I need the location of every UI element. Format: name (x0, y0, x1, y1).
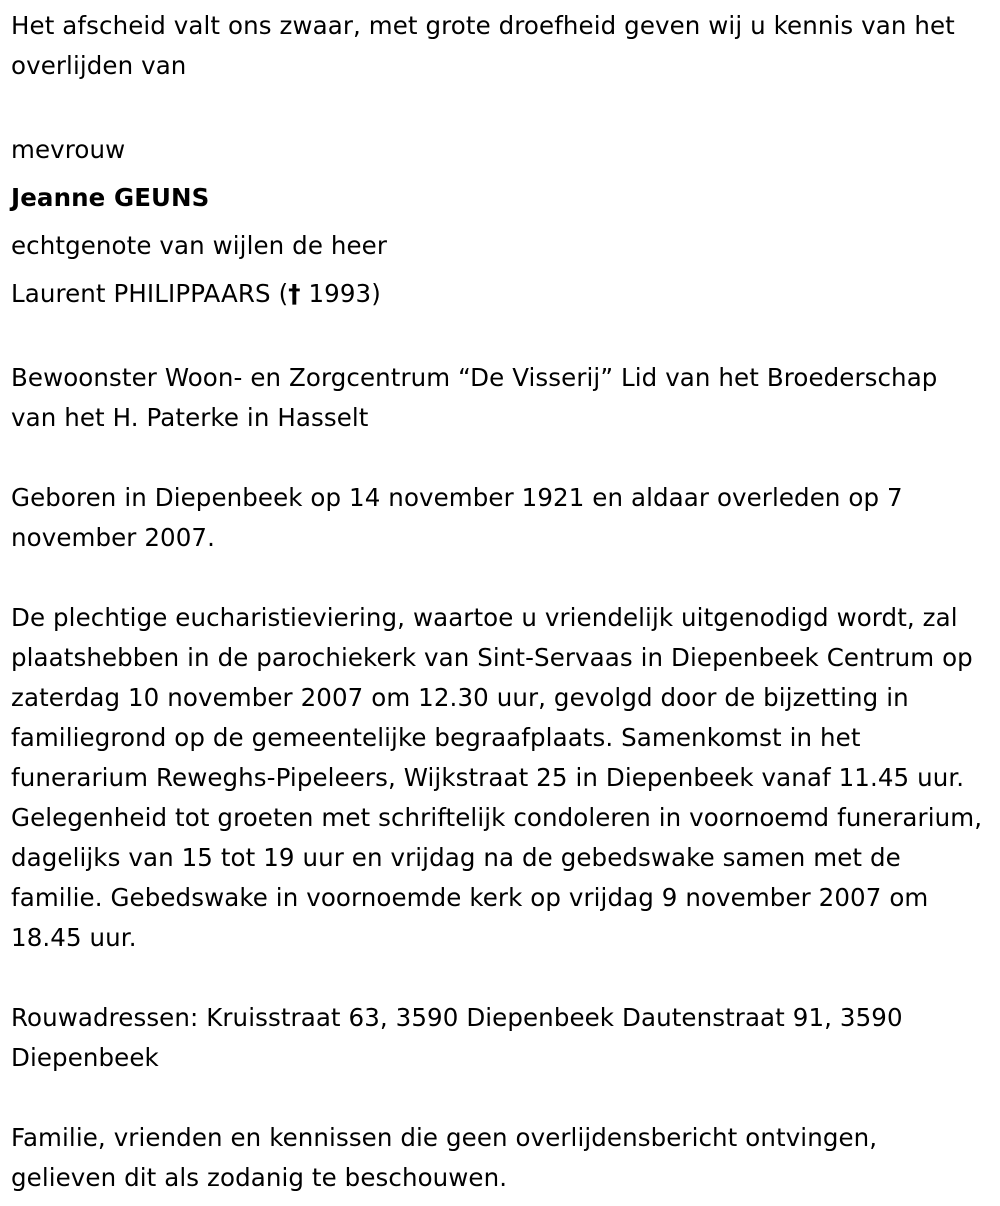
spouse-name-suffix: 1993) (300, 279, 381, 308)
birth-death-paragraph: Geboren in Diepenbeek op 14 november 1921 en aldaar overleden op 7 november 2007. (11, 483, 903, 552)
spouse-name-prefix: Laurent PHILIPPAARS ( (11, 279, 289, 308)
closing-paragraph: Familie, vrienden en kennissen die geen overlijdensbericht ontvingen, gelieven dit als zodanig te beschouwen. (11, 1123, 878, 1192)
spouse-name (11, 270, 988, 318)
spacer (11, 1078, 988, 1118)
addresses-paragraph: Rouwadressen: Kruisstraat 63, 3590 Diepenbeek Dautenstraat 91, 3590 Diepenbeek (11, 1003, 903, 1072)
spouse-line: echtgenote van wijlen de heer (11, 231, 388, 260)
spacer (11, 438, 988, 478)
cross-icon: † (288, 279, 301, 308)
spacer (11, 958, 988, 998)
spacer (11, 558, 988, 598)
ceremony-paragraph: De plechtige eucharistieviering, waartoe u vriendelijk uitgenodigd wordt, zal plaatshebben in de parochiekerk van Sint-Servaas in Diepenbeek Centrum op zaterdag 10 november 2007 om 12.30 uur, gevolgd door de bijzetting in familiegrond op de gemeentelijke begraafplaats. Samenkomst in het funerarium Reweghs-Pipeleers, Wijkstraat 25 in Diepenbeek vanaf 11.45 uur. Gelegenheid tot groeten met schriftelijk condoleren in voornoemd funerarium, dagelijks van 15 tot 19 uur en vrijdag na de gebedswake samen met de familie. Gebedswake in voornoemde kerk op vrijdag 9 november 2007 om 18.45 uur. (11, 603, 983, 952)
deceased-name: Jeanne GEUNS (11, 183, 210, 212)
spacer (11, 318, 988, 358)
name-block (11, 126, 988, 318)
spacer (11, 86, 988, 126)
salutation: mevrouw (11, 135, 126, 164)
intro-paragraph: Het afscheid valt ons zwaar, met grote droefheid geven wij u kennis van het overlijden van (11, 11, 955, 80)
residence-paragraph: Bewoonster Woon- en Zorgcentrum “De Visserij” Lid van het Broederschap van het H. Paterke in Hasselt (11, 363, 938, 432)
